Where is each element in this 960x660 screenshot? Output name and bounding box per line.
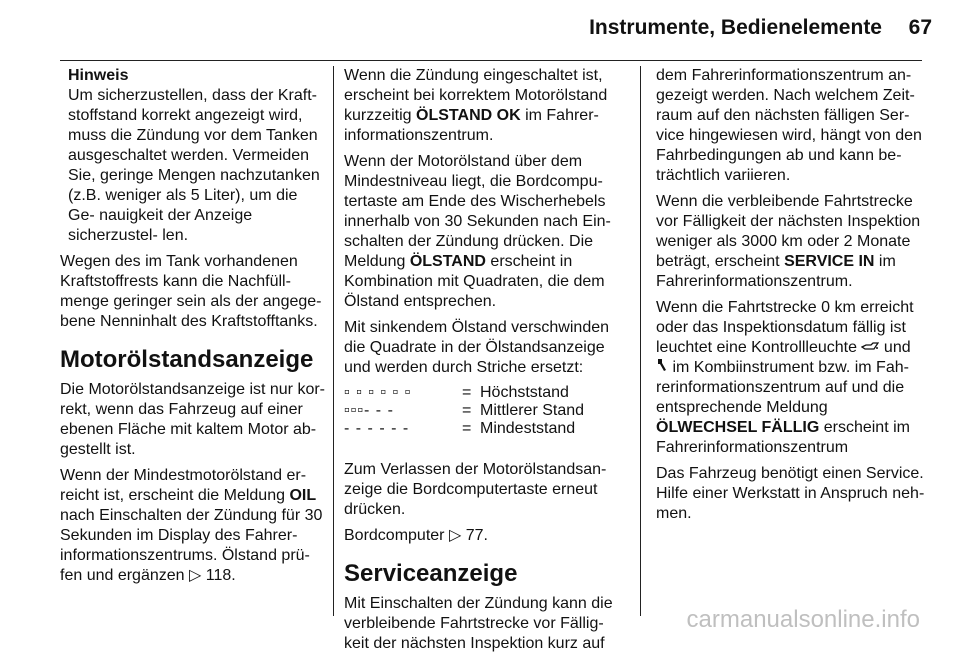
note-text: Um sicherzustellen, dass der Kraft- stoffstand korrekt angezeigt wird, muss die Zündung vor dem Tanken ausgeschaltet werden. Vermeiden Sie, geringe Mengen nachzutanken (z.B. weniger als 5 Liter), um die Ge- nauigkeit der Anzeige sicherzustel- len. bbox=[68, 87, 320, 244]
oil-paragraph-2: Wenn der Mindestmotorölstand er- reicht ist, erscheint die Meldung OIL nach Einschalten der Zündung für 30 Sekunden im Display des Fahrer- informationszentrums. Ölstand prü- fen und ergänzen ▷ 118. bbox=[60, 467, 323, 584]
column-divider-1 bbox=[333, 66, 334, 616]
column-divider-2 bbox=[640, 66, 641, 616]
heading-service: Serviceanzeige bbox=[344, 560, 518, 587]
page-ref-link[interactable]: 118. bbox=[205, 567, 236, 584]
level-label: Mittlerer Stand bbox=[480, 402, 585, 419]
service-paragraph-2: dem Fahrerinformationszentrum an- gezeigt werden. Nach welchem Zeit- raum auf den nächsten fälligen Ser- vice hingewiesen wird, hängt von den Fahrbedingungen ab und kann be- trächtlich variieren. bbox=[656, 67, 922, 184]
level-symbol: ▫▫▫- - - bbox=[344, 402, 394, 419]
table-row: ▫▫▫- - - = Mittlerer Stand bbox=[344, 402, 624, 420]
note-box bbox=[60, 66, 326, 246]
msg-oil-level: ÖLSTAND bbox=[409, 253, 486, 270]
exit-paragraph: Zum Verlassen der Motorölstandsan- zeige die Bordcomputertaste erneut drücken. bbox=[344, 461, 607, 518]
header-rule bbox=[60, 60, 922, 61]
ref-arrow-icon: ▷ bbox=[189, 567, 202, 584]
oil-ok-paragraph: Wenn die Zündung eingeschaltet ist, erscheint bei korrektem Motorölstand kurzzeitig ÖLSTAND OK im Fahrer- informationszentrum. bbox=[344, 67, 608, 144]
page-number: 67 bbox=[908, 16, 932, 39]
service-paragraph-1: Mit Einschalten der Zündung kann die verbleibende Fahrtstrecke vor Fällig- keit der nächsten Inspektion kurz auf bbox=[344, 595, 613, 652]
service-due-paragraph: Wenn die Fahrtstrecke 0 km erreicht oder das Inspektionsdatum fällig ist leuchtet eine Kontrollleuchte und im Kombiinstrument bzw. im Fah- rerinformationszentrum auf und die entsprechende Meldung ÖLWECHSEL FÄLLIG erscheint im Fahrerinformationszentrum bbox=[656, 299, 914, 456]
level-symbol: ▫ ▫ ▫ ▫ ▫ ▫ bbox=[344, 384, 412, 401]
msg-oil: OIL bbox=[289, 487, 317, 504]
heading-oil-level: Motorölstandsanzeige bbox=[60, 346, 314, 373]
page-ref-link[interactable]: 77. bbox=[465, 527, 488, 544]
wrench-icon bbox=[656, 359, 668, 376]
column-3 bbox=[656, 66, 926, 530]
page-header bbox=[0, 0, 960, 56]
column-2 bbox=[344, 66, 624, 660]
watermark: carmanualsonline.info bbox=[686, 606, 920, 633]
oil-level-table bbox=[344, 384, 624, 438]
note-title: Hinweis bbox=[68, 67, 129, 84]
oil-can-icon bbox=[861, 339, 879, 356]
level-label: Mindeststand bbox=[480, 420, 576, 437]
msg-service-in: SERVICE IN bbox=[784, 253, 875, 270]
service-needed-paragraph: Das Fahrzeug benötigt einen Service. Hilfe einer Werkstatt in Anspruch neh- men. bbox=[656, 465, 925, 522]
table-row: - - - - - - = Mindeststand bbox=[344, 420, 624, 438]
oil-paragraph-1: Die Motorölstandsanzeige ist nur kor- rekt, wenn das Fahrzeug auf einer ebenen Fläche mit kaltem Motor ab- gestellt ist. bbox=[60, 381, 326, 458]
header-title: Instrumente, Bedienelemente bbox=[589, 16, 882, 39]
service-in-paragraph: Wenn die verbleibende Fahrtstrecke vor Fälligkeit der nächsten Inspektion weniger als 3000 km oder 2 Monate beträgt, erscheint SERVICE IN im Fahrerinformationszentrum. bbox=[656, 193, 921, 290]
level-symbol: - - - - - - bbox=[344, 420, 410, 437]
column-1 bbox=[60, 66, 326, 592]
fuel-paragraph: Wegen des im Tank vorhandenen Kraftstoffrests kann die Nachfüll- menge geringer sein als der angege- bene Nenninhalt des Kraftstofftanks. bbox=[60, 253, 322, 330]
table-row: ▫ ▫ ▫ ▫ ▫ ▫ = Höchststand bbox=[344, 384, 624, 402]
msg-oil-change-due: ÖLWECHSEL FÄLLIG bbox=[656, 419, 820, 436]
msg-oil-ok: ÖLSTAND OK bbox=[416, 107, 521, 124]
ref-arrow-icon: ▷ bbox=[448, 527, 462, 544]
level-label: Höchststand bbox=[480, 384, 569, 401]
oil-decrease-paragraph: Mit sinkendem Ölstand verschwinden die Quadrate in der Ölstandsanzeige und werden durch Striche ersetzt: bbox=[344, 319, 610, 376]
board-computer-ref: Bordcomputer ▷ 77. bbox=[344, 527, 488, 544]
oil-level-paragraph: Wenn der Motorölstand über dem Mindestniveau liegt, die Bordcompu- tertaste am Ende des Wischerhebels innerhalb von 30 Sekunden nach Ein- schalten der Zündung drücken. Die Meldung ÖLSTAND erscheint in Kombination mit Quadraten, die dem Ölstand entsprechen. bbox=[344, 153, 611, 310]
